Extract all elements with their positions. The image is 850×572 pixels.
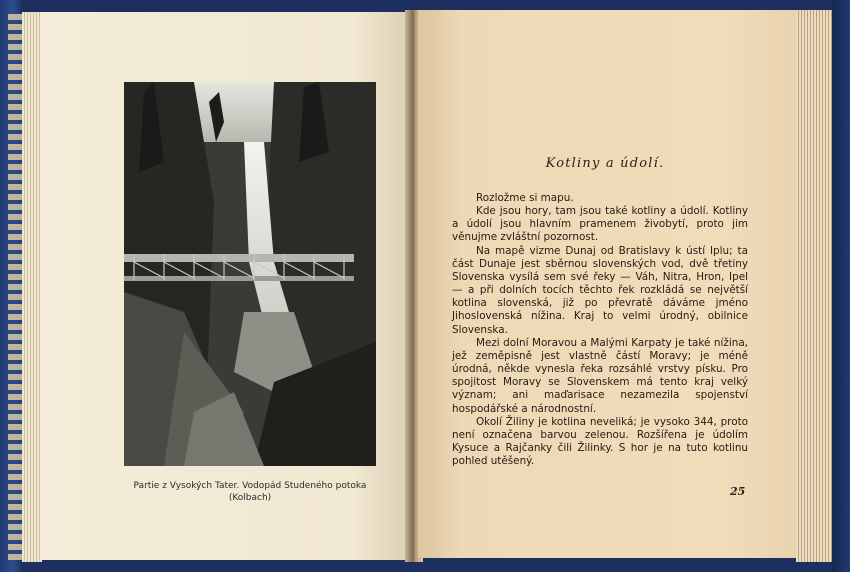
paragraph: Okolí Žiliny je kotlina neveliká; je vysoko 344, proto není označena barvou zelenou. Rozšířena je údolím Kysuce a Rajčanky čili Žilinky. S hor je na tuto kotlinu pohled utěšený. [452,415,748,468]
paragraph: Na mapě vizme Dunaj od Bratislavy k ústí Iplu; ta část Dunaje jest sběrnou slovenských vod, dvě třetiny Slovenska vysílá sem své řeky — Váh, Nitra, Hron, Ipel — a při dolních tocích těchto řek rozkládá se největší kotlina slovenská, již po převratě dáváme jméno Jihoslovenská nížina. Kraj to velmi úrodný, obilnice Slovenska. [452,244,748,336]
book-cover-right [832,0,850,572]
cover-pattern-strip [8,14,22,560]
page-number: 25 [730,485,746,498]
waterfall-photo [124,82,376,466]
photo-caption [100,480,400,504]
caption-line-1: Partie z Vysokých Tater. Vodopád Studeného potoka [133,481,367,491]
caption-line-2: (Kolbach) [228,493,272,503]
page-edges-left [22,12,42,562]
paragraph: Kde jsou hory, tam jsou také kotliny a údolí. Kotliny a údolí jsou hlavním pramenem živobytí, proto jim věnujme zvláštní pozornost. [452,205,748,244]
body-text [452,192,748,468]
paragraph: Mezi dolní Moravou a Malými Karpaty je také nížina, jež zeměpisně jest vlastně částí Moravy; je méně úrodná, někde vynesla řeka rozsáhlé vrstvy písku. Pro spojitost Moravy se Slovenskem má tento kraj velký význam; ani maďarisace nezamezila spojenství hospodářské a národnostní. [452,336,748,415]
chapter-heading: Kotliny a údolí. [545,156,665,171]
page-edges-right [796,10,834,562]
paragraph: Rozložme si mapu. [476,192,574,204]
waterfall-photo-illustration [124,82,376,466]
